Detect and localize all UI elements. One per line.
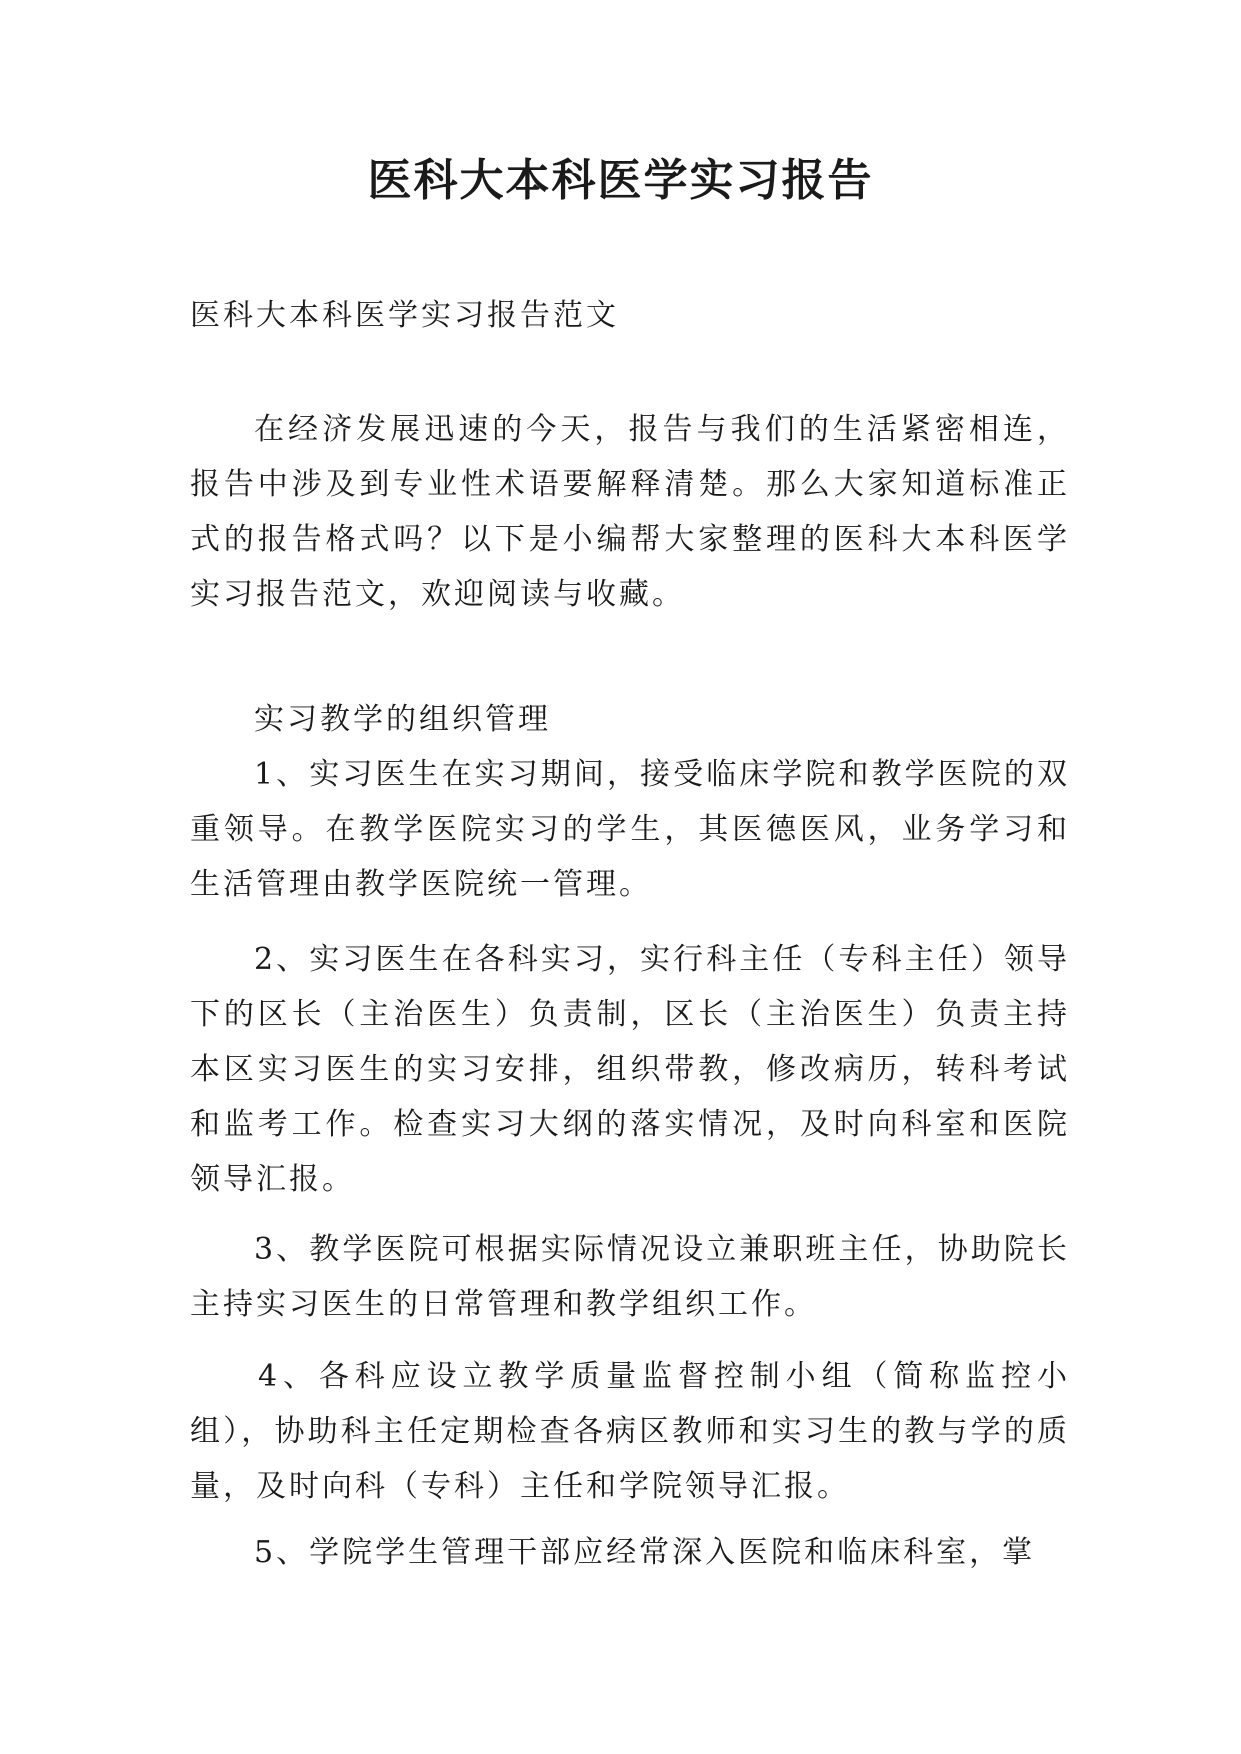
document-title: 医科大本科医学实习报告 [367, 155, 874, 206]
list-item: 3、教学医院可根据实际情况设立兼职班主任，协助院长主持实习医生的日常管理和教学组织工作。 [190, 1232, 1070, 1322]
list-item: 1、实习医生在实习期间，接受临床学院和教学医院的双重领导。在教学医院实习的学生，其医德医风，业务学习和生活管理由教学医院统一管理。 [190, 757, 1070, 902]
list-item: 2、实习医生在各科实习，实行科主任（专科主任）领导下的区长（主治医生）负责制，区长（主治医生）负责主持本区实习医生的实习安排，组织带教，修改病历，转科考试和监考工作。检查实习大纲的落实情况，及时向科室和医院领导汇报。 [190, 942, 1070, 1197]
document-subtitle: 医科大本科医学实习报告范文 [190, 298, 619, 333]
intro-paragraph: 在经济发展迅速的今天，报告与我们的生活紧密相连，报告中涉及到专业性术语要解释清楚。那么大家知道标准正式的报告格式吗？以下是小编帮大家整理的医科大本科医学实习报告范文，欢迎阅读与收藏。 [190, 412, 1070, 612]
list-item: 5、学院学生管理干部应经常深入医院和临床科室，掌 [254, 1535, 1036, 1570]
section-heading: 实习教学的组织管理 [254, 702, 551, 737]
list-item: 4、各科应设立教学质量监督控制小组（简称监控小组），协助科主任定期检查各病区教师和实习生的教与学的质量，及时向科（专科）主任和学院领导汇报。 [190, 1359, 1070, 1504]
